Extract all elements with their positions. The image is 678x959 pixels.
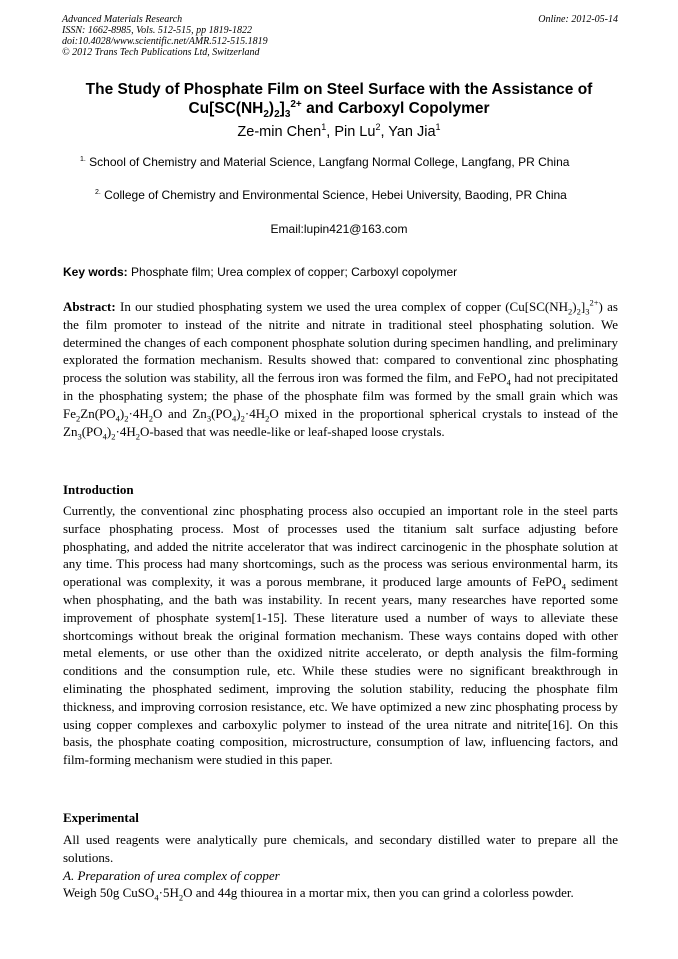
experimental-text [63, 831, 618, 902]
experimental-paragraph: All used reagents were analytically pure chemicals, and secondary distilled water to prepare all the solutions. [63, 832, 618, 865]
keywords: Key words: Phosphate film; Urea complex of copper; Carboxyl copolymer [63, 265, 458, 279]
journal-header [62, 14, 618, 58]
doi-line: doi:10.4028/www.scientific.net/AMR.512-515.1819 [62, 36, 268, 47]
abstract-label: Abstract: [63, 299, 116, 314]
author-list: Ze-min Chen$^1$, Pin Lu$^2$, Yan Jia$^1$ [237, 122, 441, 140]
author-email: Email:lupin421@163.com [270, 222, 408, 236]
author-name: Ze-min Chen [237, 124, 322, 140]
title-line-1: The Study of Phosphate Film on Steel Surface with the Assistance of [85, 81, 593, 98]
abstract: Abstract: In our studied phosphating system we used the urea complex of copper $(Cu[SC(NH_2)_2]_3^{2+})$ as the film promoter to instead of the nitrite and nitrate in traditional steel phosphating solution. We determined the changes of each component phosphate solution during specimen handling, and preliminary explorated the formation mechanism. Results showed that: compared to conventional zinc phosphating process the solution was stability, all the ferrous iron was formed the film, and FePO$_4$ had not precipitated in the phosphating system; the phase of the phosphate film was formed by the small grain which was $Fe_2Zn(PO_4)_2\cdot 4H_2O$ and $Zn_3(PO_4)_2\cdot 4H_2O$ mixed in the proportional spherical crystals to instead of the $Zn_3(PO_4)_2\cdot 4H_2O$-based that was needle-like or leaf-shaped loose crystals. [63, 297, 618, 442]
author-name: Pin Lu [334, 124, 376, 140]
issn-line: ISSN: 1662-8985, Vols. 512-515, pp 1819-1822 [62, 25, 252, 36]
journal-name: Advanced Materials Research [62, 14, 183, 25]
affiliation-2: $^{2.}$ College of Chemistry and Environmental Science, Hebei University, Baoding, PR China [95, 188, 567, 202]
paper-title [40, 80, 638, 121]
copyright-line: © 2012 Trans Tech Publications Ltd, Switzerland [62, 47, 260, 58]
experimental-paragraph: Weigh 50g $CuSO_4\cdot 5H_2O$ and 44g thiourea in a mortar mix, then you can grind a colorless powder. [63, 885, 574, 903]
experimental-heading: Experimental [63, 810, 139, 825]
author-name: Yan Jia [388, 124, 436, 140]
introduction-heading: Introduction [63, 482, 134, 497]
affiliation-1: $^{1.}$ School of Chemistry and Material Science, Langfang Normal College, Langfang, PR China [80, 155, 570, 169]
subsection-heading: A. Preparation of urea complex of copper [63, 867, 280, 883]
title-line-2: $Cu[SC(NH_2)_2]_3^{2+}$ and Carboxyl Copolymer [188, 98, 490, 121]
online-date: Online: 2012-05-14 [538, 14, 618, 25]
introduction-text: Currently, the conventional zinc phosphating process also occupied an important role in the steel parts surface phosphating process. Most of processes used the titanium salt surface adjusting before phosphating, and added the nitrite accelerator that was indirect carcinogenic in the phosphate solution at any time. This process had many shortcomings, such as the process was serious environmental harm, its operational was complexity, it was a porous membrane, it produced large amounts of FePO$_4$ sediment when phosphating, and the bath was instability. In recent years, many researches have reported some improvement of phosphate system[1-15]. These literature used a number of ways to alleviate these shortcomings without break the original formation mechanism. These ways contains doped with other metal elements, or use other than the oxidized nitrite accelerato, or depth analysis the film-forming conditions and the consumption rule, etc. While these studies were no significant breakthrough in eliminating the phosphated sediment, improving the solution stability, reducing the phosphate film thickness, and improving corrosion resistance, etc. We have optimized a new zinc phosphating process by using copper complexes and carboxylic polymer to instead of the urea nitrate and nitrite[16]. On this basis, the phosphate coating composition, microstructure, consumption of law, influencing factors, and film-forming mechanism were studied in this paper. [63, 503, 619, 768]
keywords-label: Key words: [63, 265, 128, 279]
